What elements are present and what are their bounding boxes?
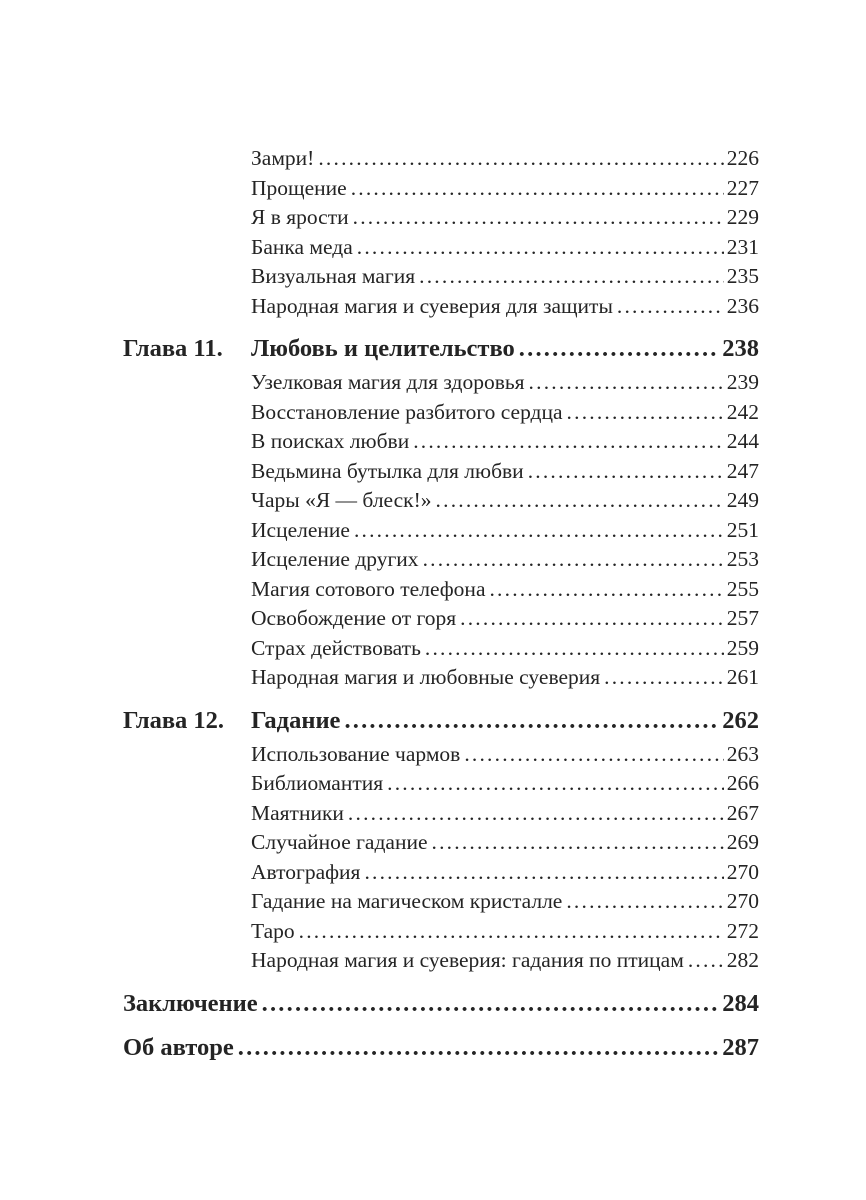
entry-title: Автография (251, 859, 361, 884)
leader-dots (299, 917, 724, 947)
leader-dots (528, 457, 724, 487)
toc-entry (123, 144, 759, 174)
page-number: 267 (726, 800, 759, 825)
page-number: 236 (726, 293, 759, 318)
leader-dots (387, 769, 724, 799)
page-number: 231 (726, 234, 759, 259)
leader-dots (688, 946, 724, 976)
entry-title: Исцеление других (251, 547, 419, 571)
entry-title: Библиомантия (251, 771, 384, 795)
page-number: 251 (726, 517, 759, 542)
leader-dots (423, 545, 724, 575)
leader-dots (529, 368, 724, 398)
toc-entry (123, 203, 759, 233)
entry-title: Страх действовать (251, 635, 421, 660)
leader-dots (238, 1032, 719, 1064)
leader-dots (604, 663, 724, 693)
toc-chapter-entry (123, 704, 759, 738)
leader-dots (567, 398, 724, 428)
page-number: 247 (726, 458, 759, 483)
entry-title: Магия сотового телефона (251, 576, 486, 601)
entry-title: Любовь и целительство (251, 335, 515, 362)
leader-dots (425, 634, 724, 664)
page-number: 244 (726, 429, 759, 453)
leader-dots (364, 858, 723, 888)
toc-entry (123, 174, 759, 204)
leader-dots (432, 828, 724, 858)
leader-dots (413, 427, 724, 457)
leader-dots (460, 604, 724, 634)
toc-entry (123, 262, 759, 292)
toc-entry (123, 604, 759, 634)
entry-title: Гадание на магическом кристалле (251, 889, 563, 913)
entry-title: Банка меда (251, 234, 353, 259)
leader-dots (566, 887, 723, 917)
entry-title: Восстановление разбитого сердца (251, 399, 563, 424)
leader-dots (436, 486, 724, 516)
entry-title: Прощение (251, 175, 347, 200)
page-number: 238 (722, 335, 759, 362)
entry-title: Таро (251, 918, 295, 943)
page-number: 235 (726, 264, 759, 288)
page-number: 270 (726, 859, 759, 884)
toc-entry (123, 858, 759, 888)
toc-entry (123, 769, 759, 799)
page-number: 257 (726, 606, 759, 630)
entry-title: Чары «Я — блеск!» (251, 488, 432, 512)
page-number: 259 (726, 635, 759, 660)
toc-entry (123, 427, 759, 457)
chapter-number: Глава 11. (123, 335, 223, 362)
leader-dots (519, 332, 719, 366)
toc-entry (123, 516, 759, 546)
entry-title: Освобождение от горя (251, 606, 457, 630)
page-number: 227 (726, 175, 759, 200)
entry-title: Случайное гадание (251, 830, 428, 854)
toc-list (123, 144, 759, 1064)
entry-title: Гадание (251, 706, 341, 734)
page-number: 266 (726, 771, 759, 795)
toc-entry (123, 828, 759, 858)
toc-entry (123, 988, 759, 1020)
toc-entry (123, 368, 759, 398)
toc-entry (123, 799, 759, 829)
leader-dots (344, 704, 719, 738)
toc-entry (123, 634, 759, 664)
leader-dots (617, 292, 724, 322)
page-number: 282 (726, 948, 759, 972)
entry-title: Я в ярости (251, 205, 349, 229)
toc-entry (123, 740, 759, 770)
page-number: 270 (726, 889, 759, 913)
page-number: 263 (726, 741, 759, 766)
leader-dots (353, 203, 724, 233)
page-number: 284 (722, 989, 759, 1017)
toc-entry (123, 398, 759, 428)
toc-entry (123, 486, 759, 516)
entry-title: Маятники (251, 800, 344, 825)
page-number: 229 (726, 205, 759, 229)
entry-title: Народная магия и любовные суеверия (251, 665, 601, 689)
leader-dots (464, 740, 723, 770)
leader-dots (354, 516, 724, 546)
page-number: 255 (726, 576, 759, 601)
page-number: 253 (726, 547, 759, 571)
entry-title: Визуальная магия (251, 264, 416, 288)
leader-dots (318, 144, 723, 174)
toc-entry (123, 233, 759, 263)
entry-title: Использование чармов (251, 741, 461, 766)
page-number: 269 (726, 830, 759, 854)
toc-entry (123, 917, 759, 947)
toc-entry (123, 1032, 759, 1064)
leader-dots (351, 174, 724, 204)
entry-title: Заключение (123, 989, 258, 1017)
page-number: 272 (726, 918, 759, 943)
chapter-number: Глава 12. (123, 706, 225, 734)
entry-title: В поисках любви (251, 429, 410, 453)
leader-dots (489, 575, 723, 605)
page-number: 239 (726, 370, 759, 394)
entry-title: Исцеление (251, 517, 350, 542)
page-number: 226 (726, 146, 759, 170)
entry-title: Ведьмина бутылка для любви (251, 458, 524, 483)
entry-title: Народная магия и суеверия: гадания по птицам (251, 948, 684, 972)
toc-entry (123, 457, 759, 487)
toc-chapter-entry (123, 332, 759, 366)
toc-entry (123, 575, 759, 605)
entry-title: Замри! (251, 146, 315, 170)
toc-entry (123, 946, 759, 976)
leader-dots (262, 988, 720, 1020)
page-number: 287 (722, 1033, 759, 1061)
toc-entry (123, 887, 759, 917)
toc-entry (123, 292, 759, 322)
entry-title: Об авторе (123, 1033, 234, 1061)
entry-title: Народная магия и суеверия для защиты (251, 293, 613, 318)
toc-entry (123, 545, 759, 575)
leader-dots (419, 262, 724, 292)
page-number: 261 (726, 665, 759, 689)
leader-dots (348, 799, 724, 829)
page-number: 262 (722, 706, 759, 734)
page-number: 249 (726, 488, 759, 512)
page-number: 242 (726, 399, 759, 424)
toc-entry (123, 663, 759, 693)
leader-dots (357, 233, 724, 263)
entry-title: Узелковая магия для здоровья (251, 370, 525, 394)
